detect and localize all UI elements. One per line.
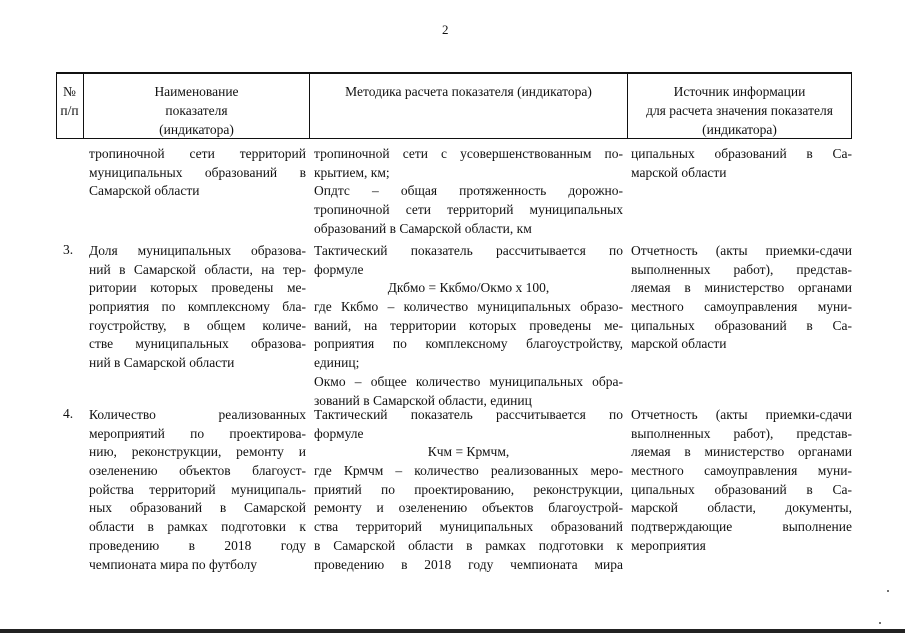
page-number: 2	[442, 22, 449, 37]
scan-speck	[879, 622, 881, 624]
row-3-formula: Дкбмо = Ккбмо/Окмо х 100,	[387, 280, 550, 296]
row-3-name: Доля муниципальных образова- ний в Самарской области, на тер- ритории которых проведены ме- роприятия по комплексному бла- гоустройству, в общем количе- стве муниципальных образова- ний в Самарской области	[89, 243, 306, 371]
scan-speck	[887, 590, 889, 592]
header-number-col: № п/п	[60, 84, 79, 118]
row-cont-source: ципальных образований в Са- марской области	[631, 146, 852, 180]
header-method-col: Методика расчета показателя (индикатора)	[345, 84, 592, 99]
row-4-name: Количество реализованных мероприятий по проектирова- нию, реконструкции, ремонту и озеленению объектов благоуст- ройства территорий муниципаль- ных образований в Самарской области в рамках подготовки к проведению в 2018 году чемпионата мира по футболу	[89, 407, 306, 572]
row-3-number: 3.	[63, 242, 74, 257]
row-cont-name: тропиночной сети территорий муниципальных образований в Самарской области	[89, 146, 306, 199]
scan-bottom-edge	[0, 629, 905, 633]
row-cont-method: тропиночной сети с усовершенствованным по- крытием, км; Oпдтс – общая протяженность дорожно- тропиночной сети территорий муниципальных образований в Самарской области, км	[314, 146, 623, 236]
header-name-col: Наименование показателя (индикатора)	[154, 84, 239, 137]
row-4-number: 4.	[63, 406, 74, 421]
row-4-source: Отчетность (акты приемки-сдачи выполненных работ), представ- ляемая в министерство органами местного самоуправления муни- ципальных образований в Са- марской области, документы, подтверждающие выполнение мероприятия	[631, 407, 852, 553]
row-4-method: Тактический показатель рассчитывается по формуле Кчм = Крмчм, где Крмчм – количество реализованных меро- приятий по проектированию, реконструкции, ремонту и озеленению объектов благоустрой- ства территорий муниципальных образований в Самарской области в рамках подготовки к проведению в 2018 году чемпионата мира	[314, 407, 623, 572]
row-3-source: Отчетность (акты приемки-сдачи выполненных работ), представ- ляемая в министерство органами местного самоуправления муни- ципальных образований в Са- марской области	[631, 243, 852, 352]
row-4-formula: Кчм = Крмчм,	[427, 444, 510, 460]
row-3-method: Тактический показатель рассчитывается по формуле Дкбмо = Ккбмо/Окмо х 100, где Ккбмо – количество муниципальных образо- ваний, на территории которых проведены ме- роприятия по комплексному благоустройству, единиц; Окмо – общее количество муниципальных обра- зований в Самарской области, единиц	[314, 243, 623, 408]
header-source-col: Источник информации для расчета значения показателя (индикатора)	[646, 84, 833, 137]
table-right-border	[851, 73, 852, 138]
table-top-border	[56, 72, 852, 74]
